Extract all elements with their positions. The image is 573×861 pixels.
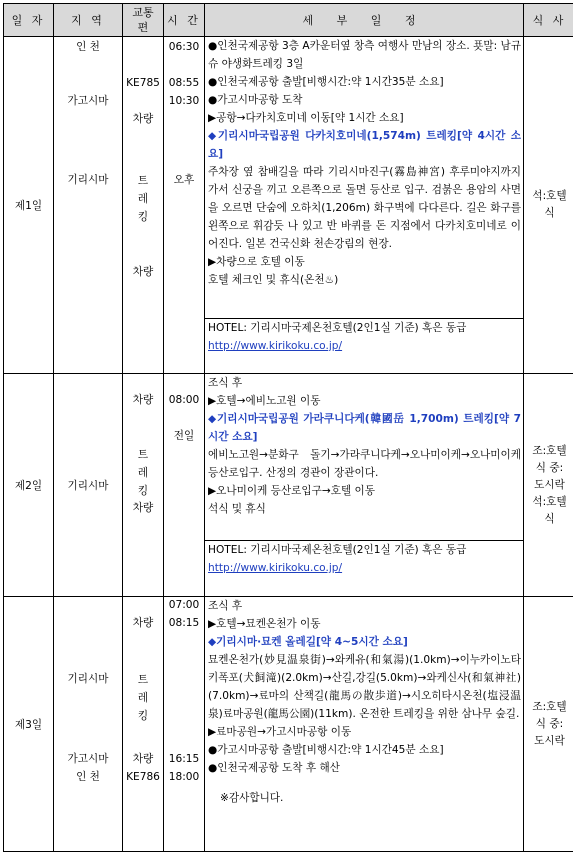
header-transport <box>123 4 164 37</box>
day2-row <box>4 374 573 541</box>
day3-detail: 묘켄온천가(妙見温泉街)→와케유(和氣湯)(1.0km)→이누카이노타키폭포(犬飼滝)(2.0km)→산길,강길(5.0km)→와케신사(和氣神社)(7.0km)→료마의 산책길(龍馬の散歩道)→시오히타시온천(塩浸温泉)료마공원(龍馬公園)(11km). 온전한 트레킹을 위한 삼나무 숲길. <box>208 654 521 720</box>
day3-place: 인 천 <box>76 771 100 783</box>
day1-places <box>54 37 123 374</box>
day2-transport: 차량 <box>132 502 154 514</box>
day1-time: 오후 <box>173 174 195 186</box>
day1-detail: ◆기리시마국립공원 다카치호미네(1,574m) 트레킹[약 4시간 소요] <box>208 130 521 160</box>
day1-transport: KE785 <box>126 77 160 89</box>
day3-meal: 조:호텔식 중:도시락 <box>524 597 573 852</box>
day1-detail: ●인천국제공항 3층 A카운터옆 창측 여행사 만남의 장소. 푯말: 남규슈 야생화트레킹 3일 <box>208 40 521 70</box>
day3-detail: ▶호텔→묘켄온천가 이동 <box>208 618 321 630</box>
day3-label: 제3일 <box>4 597 54 852</box>
day1-detail: ▶차량으로 호텔 이동 <box>208 256 305 268</box>
day1-time: 10:30 <box>168 95 200 107</box>
header-meal: 식 사 <box>524 4 573 37</box>
day2-times <box>164 374 205 597</box>
day2-detail: ▶호텔→에비노고원 이동 <box>208 395 321 407</box>
day3-detail: ▶료마공원→가고시마공항 이동 <box>208 726 352 738</box>
day2-places <box>54 374 123 597</box>
day3-time: 16:15 <box>168 753 200 765</box>
day3-transport: KE786 <box>126 771 160 783</box>
day1-meal: 석:호텔식 <box>524 37 573 374</box>
day2-time: 08:00 <box>168 394 200 406</box>
day1-place: 인 천 <box>76 41 100 53</box>
day2-transport: 트레킹 <box>137 449 149 497</box>
day2-time: 전일 <box>173 430 195 442</box>
day1-transport: 차량 <box>132 266 154 278</box>
day3-transports <box>123 597 164 852</box>
day3-detail: 조식 후 <box>208 600 243 612</box>
day3-row <box>4 597 573 852</box>
day2-transport: 차량 <box>132 394 154 406</box>
day1-time: 08:55 <box>168 77 200 89</box>
header-details: 세 부 일 정 <box>205 4 524 37</box>
day1-detail: 호텔 체크인 및 휴식(온천♨) <box>208 274 339 286</box>
day3-time: 18:00 <box>168 771 200 783</box>
header-row <box>4 4 573 37</box>
day3-time: 08:15 <box>168 617 200 629</box>
day3-detail: ●가고시마공항 출발[비행시간:약 1시간45분 소요] <box>208 744 444 756</box>
day1-hotel-text: HOTEL: 기리시마국제온천호텔(2인1실 기준) 혹은 동급 <box>208 321 467 334</box>
day3-details <box>205 597 524 852</box>
day1-label: 제1일 <box>4 37 54 374</box>
day1-place: 기리시마 <box>67 174 109 186</box>
day2-detail: 에비노고원→분화구 돌기→가라쿠니다케→오나미이케→오나미이케 등산로입구. 산정의 경관이 장관이다. <box>208 449 521 479</box>
day1-time: 06:30 <box>168 41 200 53</box>
day2-hotel-link[interactable]: http://www.kirikoku.co.jp/ <box>208 562 343 575</box>
day2-hotel <box>205 541 524 597</box>
day2-meal: 조:호텔식 중:도시락 석:호텔식 <box>524 374 573 597</box>
day2-detail: ◆기리시마국립공원 가라쿠니다케(韓國岳 1,700m) 트레킹[약 7시간 소요] <box>208 413 521 443</box>
day3-place: 가고시마 <box>67 753 109 765</box>
day1-detail: ●인천국제공항 출발[비행시간:약 1시간35분 소요] <box>208 76 444 88</box>
day3-places <box>54 597 123 852</box>
day2-transports <box>123 374 164 597</box>
day1-transport: 차량 <box>132 113 154 125</box>
day2-detail: ▶오나미이케 등산로입구→호텔 이동 <box>208 485 376 497</box>
day1-details <box>205 37 524 319</box>
day3-transport: 차량 <box>132 617 154 629</box>
day3-transport: 트레킹 <box>137 674 149 722</box>
day2-label: 제2일 <box>4 374 54 597</box>
day3-detail: ●인천국제공항 도착 후 해산 <box>208 762 340 774</box>
day2-hotel-text: HOTEL: 기리시마국제온천호텔(2인1실 기준) 혹은 동급 <box>208 544 467 557</box>
day1-hotel <box>205 318 524 373</box>
header-transport-label: 교통편 <box>132 6 154 34</box>
day1-row <box>4 37 573 319</box>
day2-place: 기리시마 <box>67 479 109 492</box>
day1-times <box>164 37 205 374</box>
header-region: 지 역 <box>54 4 123 37</box>
day2-detail: 석식 및 휴식 <box>208 503 266 515</box>
day3-transport: 차량 <box>132 753 154 765</box>
day2-detail: 조식 후 <box>208 377 243 389</box>
day1-detail: 주차장 옆 참배길을 따라 기리시마진구(霧島神宮) 후루미야지까지 가서 신궁을 끼고 오른쪽으로 돌면 등산로 입구. 검붉은 용암의 사면을 오르면 단숨에 오하치(1,206m) 화구벽에 다다른다. 길은 화구를 왼쪽으로 휘감듯 나 있고 반 바퀴를 돈 지점에서 다카치호미네로 이어진다. 일본 건국신화 천손강림의 현장. <box>208 166 521 250</box>
day3-closing-note: ※감사합니다. <box>220 792 284 804</box>
header-date: 일 자 <box>4 4 54 37</box>
day1-hotel-link[interactable]: http://www.kirikoku.co.jp/ <box>208 339 343 352</box>
itinerary-table <box>3 3 573 852</box>
day1-detail: ●가고시마공항 도착 <box>208 94 303 106</box>
day1-transports <box>123 37 164 374</box>
day3-place: 기리시마 <box>67 673 109 685</box>
day1-place: 가고시마 <box>67 95 109 107</box>
day1-transport: 트레킹 <box>137 175 149 223</box>
day1-detail: ▶공항→다카치호미네 이동[약 1시간 소요] <box>208 112 404 124</box>
header-time: 시 간 <box>164 4 205 37</box>
itinerary-sheet <box>3 3 573 852</box>
day3-times <box>164 597 205 852</box>
day3-detail: ◆기리시마·묘켄 올레길[약 4~5시간 소요] <box>208 636 408 648</box>
day3-time: 07:00 <box>168 599 200 611</box>
day2-details <box>205 374 524 541</box>
